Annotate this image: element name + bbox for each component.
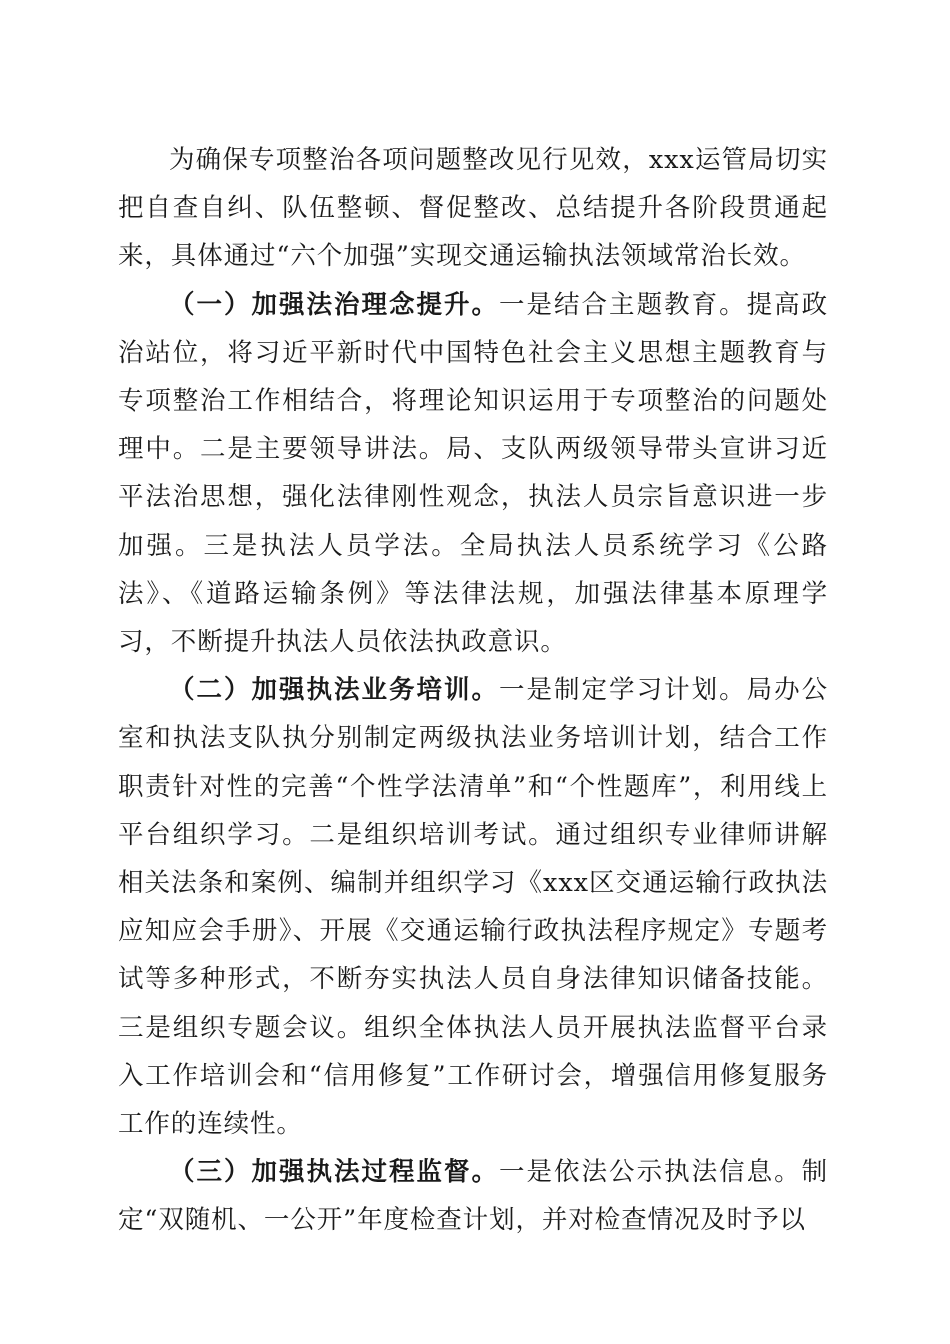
- section-2-body: 一是制定学习计划。局办公室和执法支队执分别制定两级执法业务培训计划，结合工作职责针对性的完善“个性学法清单”和“个性题库”，利用线上平台组织学习。二是组织培训考试。通过组织专业律师讲解相关法条和案例、编制并组织学习《xxx区交通运输行政执法应知应会手册》、开展《交通运输行政执法程序规定》专题考试等多种形式，不断夯实执法人员自身法律知识储备技能。三是组织专题会议。组织全体执法人员开展执法监督平台录入工作培训会和“信用修复”工作研讨会，增强信用修复服务工作的连续性。: [118, 675, 828, 1140]
- section-1-paragraph: [118, 281, 828, 667]
- section-3-body: 一是依法公示执法信息。制定“双随机、一公开”年度检查计划，并对检查情况及时予以: [118, 1157, 828, 1236]
- section-3-heading: （三）加强执法过程监督。: [169, 1157, 500, 1188]
- intro-paragraph: [118, 136, 828, 281]
- document-body: [118, 136, 828, 1245]
- section-3-paragraph: [118, 1148, 828, 1244]
- intro-text: 为确保专项整治各项问题整改见行见效，xxx运管局切实把自查自纠、队伍整顿、督促整改、总结提升各阶段贯通起来，具体通过“六个加强”实现交通运输执法领域常治长效。: [118, 145, 828, 272]
- section-2-paragraph: [118, 666, 828, 1148]
- section-2-heading: （二）加强执法业务培训。: [169, 675, 500, 706]
- section-1-heading: （一）加强法治理念提升。: [169, 289, 500, 320]
- section-1-body: 一是结合主题教育。提高政治站位，将习近平新时代中国特色社会主义思想主题教育与专项整治工作相结合，将理论知识运用于专项整治的问题处理中。二是主要领导讲法。局、支队两级领导带头宣讲习近平法治思想，强化法律刚性观念，执法人员宗旨意识进一步加强。三是执法人员学法。全局执法人员系统学习《公路法》、《道路运输条例》等法律法规，加强法律基本原理学习，不断提升执法人员依法执政意识。: [118, 289, 828, 658]
